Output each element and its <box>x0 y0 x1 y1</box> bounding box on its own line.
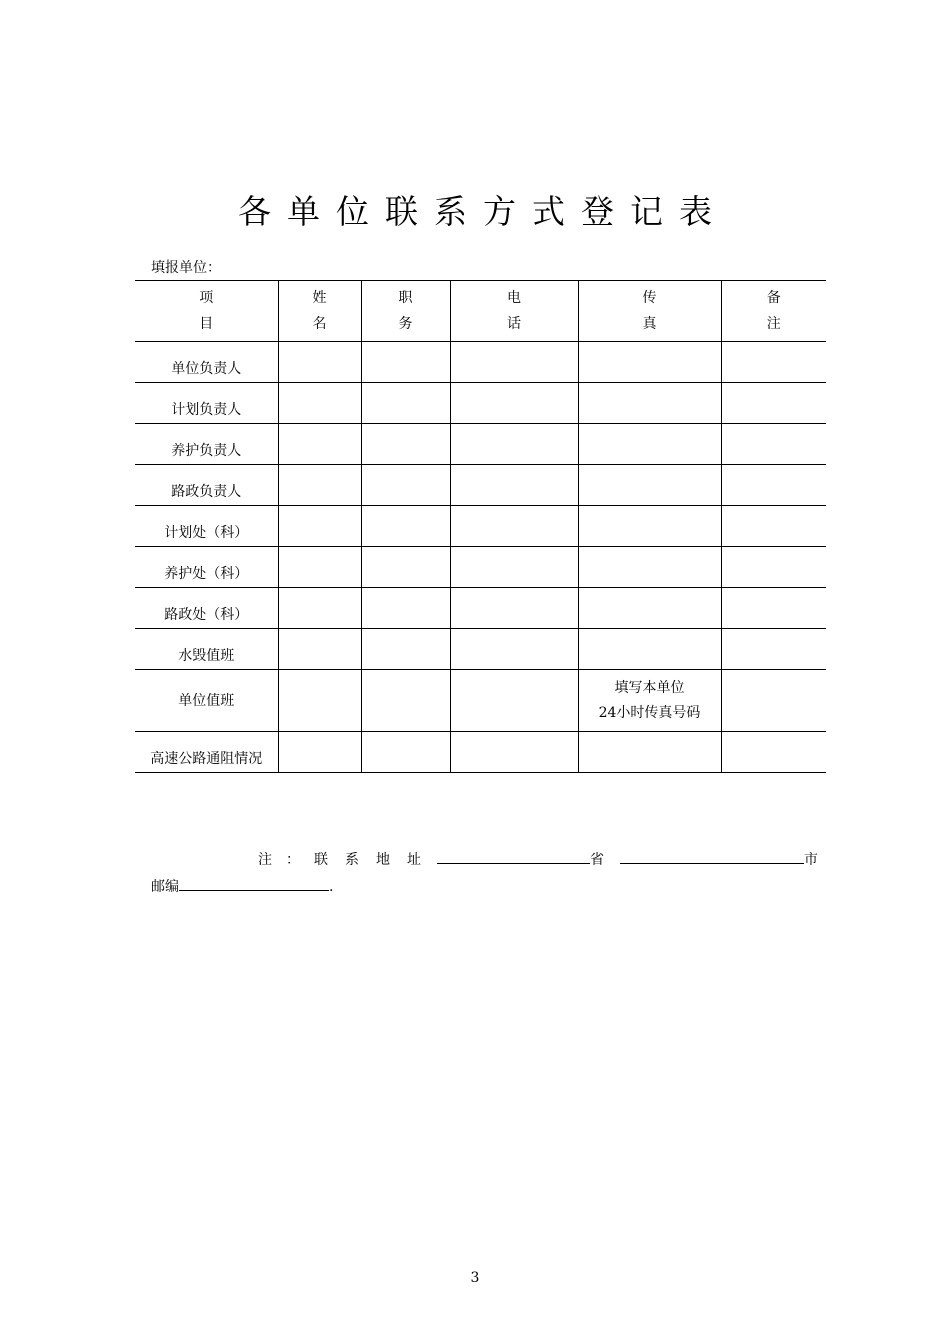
row-label: 单位值班 <box>135 670 278 732</box>
note-prefix: 注 <box>258 852 272 868</box>
row-label: 养护负责人 <box>135 424 278 465</box>
province-label: 省 <box>590 852 604 868</box>
remarks-cell[interactable] <box>721 547 826 588</box>
name-cell[interactable] <box>278 506 361 547</box>
address-char: 系 <box>345 852 359 868</box>
position-cell[interactable] <box>361 588 450 629</box>
table-row <box>135 424 826 465</box>
phone-cell[interactable] <box>450 588 578 629</box>
row-label: 计划负责人 <box>135 383 278 424</box>
position-cell[interactable] <box>361 670 450 732</box>
header-phone: 电 话 <box>450 281 578 342</box>
remarks-cell[interactable] <box>721 670 826 732</box>
zip-label: 邮编 <box>151 879 179 895</box>
fax-cell[interactable] <box>578 465 721 506</box>
reporting-unit-label: 填报单位： <box>151 260 221 276</box>
page-title: 各单位联系方式登记表 <box>238 192 728 231</box>
remarks-cell[interactable] <box>721 506 826 547</box>
fax-cell[interactable] <box>578 506 721 547</box>
address-note <box>258 849 826 870</box>
address-char: 址 <box>407 852 421 868</box>
note-colon: ： <box>286 852 300 868</box>
page-number: 3 <box>470 1270 480 1286</box>
remarks-cell[interactable] <box>721 588 826 629</box>
name-cell[interactable] <box>278 629 361 670</box>
remarks-cell[interactable] <box>721 383 826 424</box>
row-label: 单位负责人 <box>135 342 278 383</box>
phone-cell[interactable] <box>450 424 578 465</box>
phone-cell[interactable] <box>450 670 578 732</box>
name-cell[interactable] <box>278 547 361 588</box>
fax-cell[interactable] <box>578 424 721 465</box>
position-cell[interactable] <box>361 342 450 383</box>
contact-registration-table <box>135 280 826 773</box>
remarks-cell[interactable] <box>721 342 826 383</box>
phone-cell[interactable] <box>450 547 578 588</box>
fax-cell[interactable] <box>578 629 721 670</box>
position-cell[interactable] <box>361 465 450 506</box>
phone-cell[interactable] <box>450 383 578 424</box>
header-item: 项 目 <box>135 281 278 342</box>
table-row <box>135 465 826 506</box>
remarks-cell[interactable] <box>721 732 826 773</box>
address-char: 联 <box>314 852 328 868</box>
phone-cell[interactable] <box>450 732 578 773</box>
name-cell[interactable] <box>278 732 361 773</box>
row-label: 计划处（科） <box>135 506 278 547</box>
position-cell[interactable] <box>361 732 450 773</box>
fax-cell[interactable] <box>578 547 721 588</box>
position-cell[interactable] <box>361 547 450 588</box>
row-label: 水毁值班 <box>135 629 278 670</box>
position-cell[interactable] <box>361 383 450 424</box>
table-row <box>135 383 826 424</box>
row-label: 路政负责人 <box>135 465 278 506</box>
phone-cell[interactable] <box>450 342 578 383</box>
name-cell[interactable] <box>278 424 361 465</box>
zip-blank[interactable] <box>179 876 329 891</box>
header-name: 姓 名 <box>278 281 361 342</box>
table-row <box>135 547 826 588</box>
name-cell[interactable] <box>278 465 361 506</box>
phone-cell[interactable] <box>450 629 578 670</box>
province-blank[interactable] <box>437 849 590 864</box>
header-fax: 传 真 <box>578 281 721 342</box>
zip-end: . <box>329 879 334 895</box>
row-label: 路政处（科） <box>135 588 278 629</box>
table-row <box>135 732 826 773</box>
table-row <box>135 588 826 629</box>
fax-cell[interactable] <box>578 588 721 629</box>
fax-cell[interactable] <box>578 383 721 424</box>
row-label: 高速公路通阻情况 <box>135 732 278 773</box>
address-char: 地 <box>376 852 390 868</box>
name-cell[interactable] <box>278 383 361 424</box>
table-row <box>135 629 826 670</box>
table-row <box>135 506 826 547</box>
city-blank[interactable] <box>620 849 804 864</box>
table-row <box>135 342 826 383</box>
fax-cell[interactable] <box>578 342 721 383</box>
name-cell[interactable] <box>278 342 361 383</box>
remarks-cell[interactable] <box>721 465 826 506</box>
remarks-cell[interactable] <box>721 629 826 670</box>
header-position: 职 务 <box>361 281 450 342</box>
phone-cell[interactable] <box>450 465 578 506</box>
header-remarks: 备 注 <box>721 281 826 342</box>
position-cell[interactable] <box>361 424 450 465</box>
position-cell[interactable] <box>361 629 450 670</box>
name-cell[interactable] <box>278 670 361 732</box>
fax-note-line-2: 24小时传真号码 <box>598 704 701 721</box>
phone-cell[interactable] <box>450 506 578 547</box>
fax-cell[interactable] <box>578 732 721 773</box>
name-cell[interactable] <box>278 588 361 629</box>
table-header-row <box>135 281 826 342</box>
remarks-cell[interactable] <box>721 424 826 465</box>
city-label: 市 <box>804 852 818 868</box>
row-label: 养护处（科） <box>135 547 278 588</box>
fax-cell[interactable] <box>578 670 721 732</box>
zip-code-line <box>151 876 333 897</box>
fax-note-line-1: 填写本单位 <box>614 679 685 696</box>
position-cell[interactable] <box>361 506 450 547</box>
table-row <box>135 670 826 732</box>
